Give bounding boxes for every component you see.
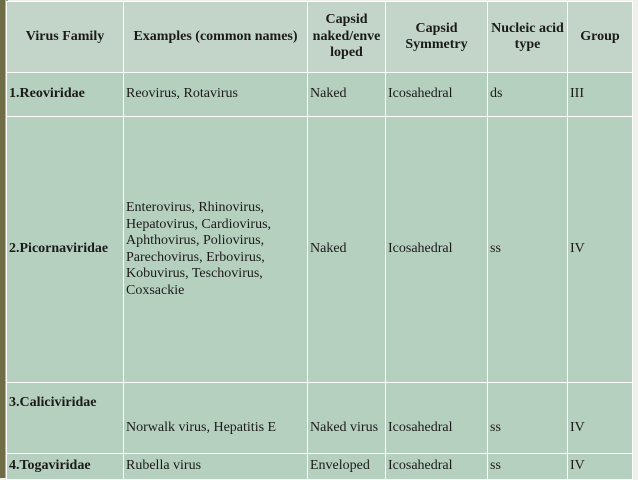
table-row	[7, 73, 633, 117]
header-examples: Examples (common names)	[124, 2, 308, 73]
cell-capsid-symmetry: Icosahedral	[386, 117, 488, 383]
cell-capsid-envelope: Enveloped	[308, 454, 386, 480]
header-nucleic-acid: Nucleic acid type	[488, 2, 568, 73]
table-row	[7, 117, 633, 383]
table-header-row	[7, 2, 633, 73]
header-capsid-symmetry: Capsid Symmetry	[386, 2, 488, 73]
table-row	[7, 383, 633, 454]
cell-virus-family: 1.Reoviridae	[7, 73, 124, 117]
cell-virus-family: 2.Picornaviridae	[7, 117, 124, 383]
cell-group: IV	[568, 454, 633, 480]
cell-group: III	[568, 73, 633, 117]
cell-group: IV	[568, 383, 633, 454]
cell-examples: Enterovirus, Rhinovirus, Hepatovirus, Cardiovirus, Aphthovirus, Poliovirus, Parechovirus, Erbovirus, Kobuvirus, Teschovirus, Coxsackie	[124, 117, 308, 383]
cell-group: IV	[568, 117, 633, 383]
header-capsid-envelope: Capsid naked/enve loped	[308, 2, 386, 73]
cell-examples: Reovirus, Rotavirus	[124, 73, 308, 117]
table-row	[7, 454, 633, 480]
cell-capsid-symmetry: Icosahedral	[386, 73, 488, 117]
cell-examples: Norwalk virus, Hepatitis E	[124, 383, 308, 454]
cell-nucleic-acid: ds	[488, 73, 568, 117]
cell-capsid-symmetry: Icosahedral	[386, 454, 488, 480]
virus-family-table	[6, 1, 633, 480]
cell-capsid-envelope: Naked	[308, 73, 386, 117]
cell-virus-family: 4.Togaviridae	[7, 454, 124, 480]
header-virus-family: Virus Family	[7, 2, 124, 73]
cell-examples: Rubella virus	[124, 454, 308, 480]
cell-capsid-envelope: Naked	[308, 117, 386, 383]
cell-capsid-symmetry: Icosahedral	[386, 383, 488, 454]
cell-nucleic-acid: ss	[488, 117, 568, 383]
cell-nucleic-acid: ss	[488, 383, 568, 454]
cell-nucleic-acid: ss	[488, 454, 568, 480]
cell-capsid-envelope: Naked virus	[308, 383, 386, 454]
header-group: Group	[568, 2, 633, 73]
cell-virus-family: 3.Caliciviridae	[7, 383, 124, 454]
